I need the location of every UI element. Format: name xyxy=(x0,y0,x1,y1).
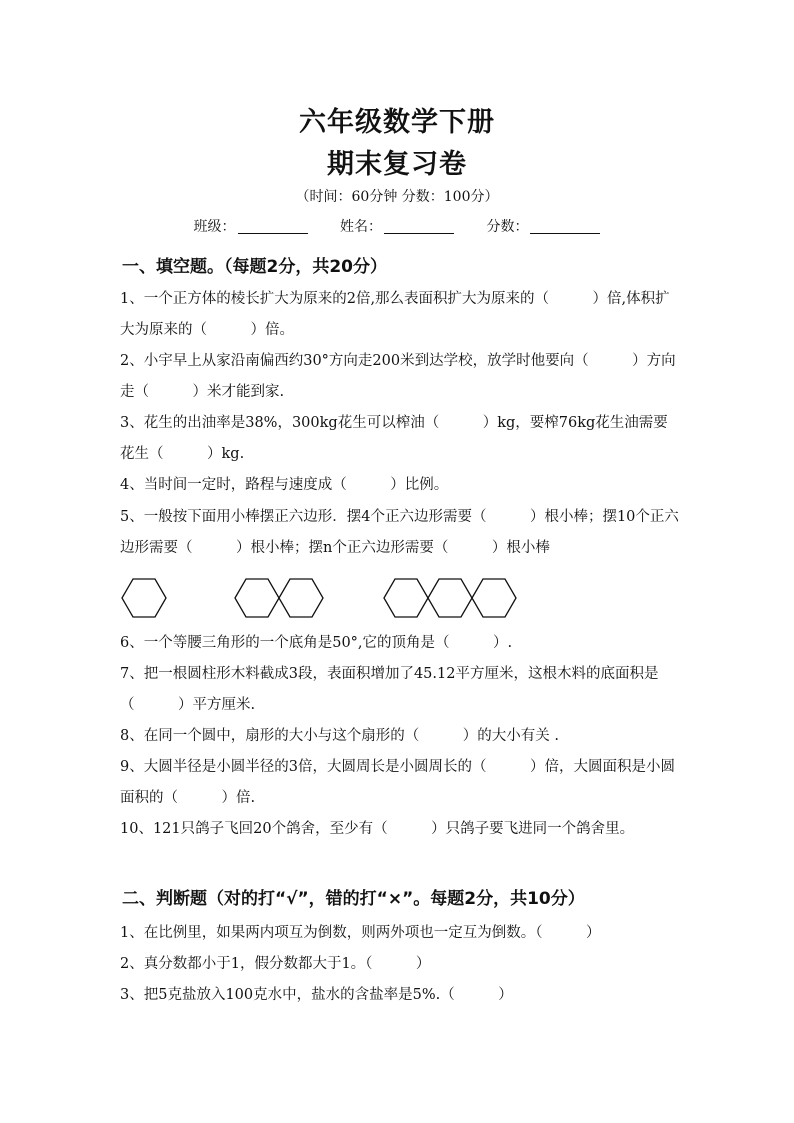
question-7: 7、把一根圆柱形木料截成3段，表面积增加了45.12平方厘米，这根木料的底面积是（ ）平方厘米. xyxy=(120,666,659,713)
hexagon-figures xyxy=(118,568,538,628)
question-1: 1、一个正方体的棱长扩大为原来的2倍,那么表面积扩大为原来的（ ）倍,体积扩大为原来的（ ）倍。 xyxy=(120,291,670,338)
section-1-heading: 一、填空题。（每题2分，共20分） xyxy=(122,257,387,277)
score-label: 分数： xyxy=(486,219,529,235)
question-2: 2、小宇早上从家沿南偏西约30°方向走200米到达学校，放学时他要向（ ）方向走（ ）米才能到家. xyxy=(120,353,676,400)
question-3: 3、花生的出油率是38%，300kg花生可以榨油（ ）kg，要榨76kg花生油需要花生（ ）kg. xyxy=(120,415,668,462)
judge-question-3: 3、把5克盐放入100克水中，盐水的含盐率是5%.（ ） xyxy=(120,987,513,1003)
class-label: 班级： xyxy=(193,219,236,235)
class-blank xyxy=(238,219,308,234)
hexagon-single xyxy=(122,579,166,617)
question-5: 5、一般按下面用小棒摆正六边形．摆4个正六边形需要（ ）根小棒；摆10个正六边形需要（ ）根小棒；摆n个正六边形需要（ ）根小棒 xyxy=(120,509,679,556)
question-9: 9、大圆半径是小圆半径的3倍，大圆周长是小圆周长的（ ）倍，大圆面积是小圆面积的（ ）倍. xyxy=(120,759,675,806)
exam-info: （时间：60分钟 分数：100分） xyxy=(295,189,499,205)
hexagon-pair-2 xyxy=(279,579,323,617)
hexagon-triple-2 xyxy=(428,579,472,617)
judge-question-2: 2、真分数都小于1，假分数都大于1。（ ） xyxy=(120,956,431,972)
hexagon-triple-3 xyxy=(472,579,516,617)
question-4: 4、当时间一定时，路程与速度成（ ）比例。 xyxy=(120,477,449,493)
section-2-heading: 二、判断题（对的打“√”，错的打“×”。每题2分，共10分） xyxy=(122,889,585,909)
name-blank xyxy=(384,219,454,234)
hexagon-triple-1 xyxy=(384,579,428,617)
page-subtitle-title: 期末复习卷 xyxy=(327,149,467,180)
question-10: 10、121只鸽子飞回20个鸽舍，至少有（ ）只鸽子要飞进同一个鸽舍里。 xyxy=(120,821,635,837)
score-blank xyxy=(530,219,600,234)
question-8: 8、在同一个圆中，扇形的大小与这个扇形的（ ）的大小有关 . xyxy=(120,728,559,744)
page-title: 六年级数学下册 xyxy=(299,107,495,138)
question-6: 6、一个等腰三角形的一个底角是50°,它的顶角是（ ）. xyxy=(120,635,513,651)
judge-question-1: 1、在比例里，如果两内项互为倒数，则两外项也一定互为倒数。（ ） xyxy=(120,925,601,941)
student-info-row xyxy=(0,216,794,236)
hexagon-pair-1 xyxy=(235,579,279,617)
name-label: 姓名： xyxy=(340,219,382,235)
